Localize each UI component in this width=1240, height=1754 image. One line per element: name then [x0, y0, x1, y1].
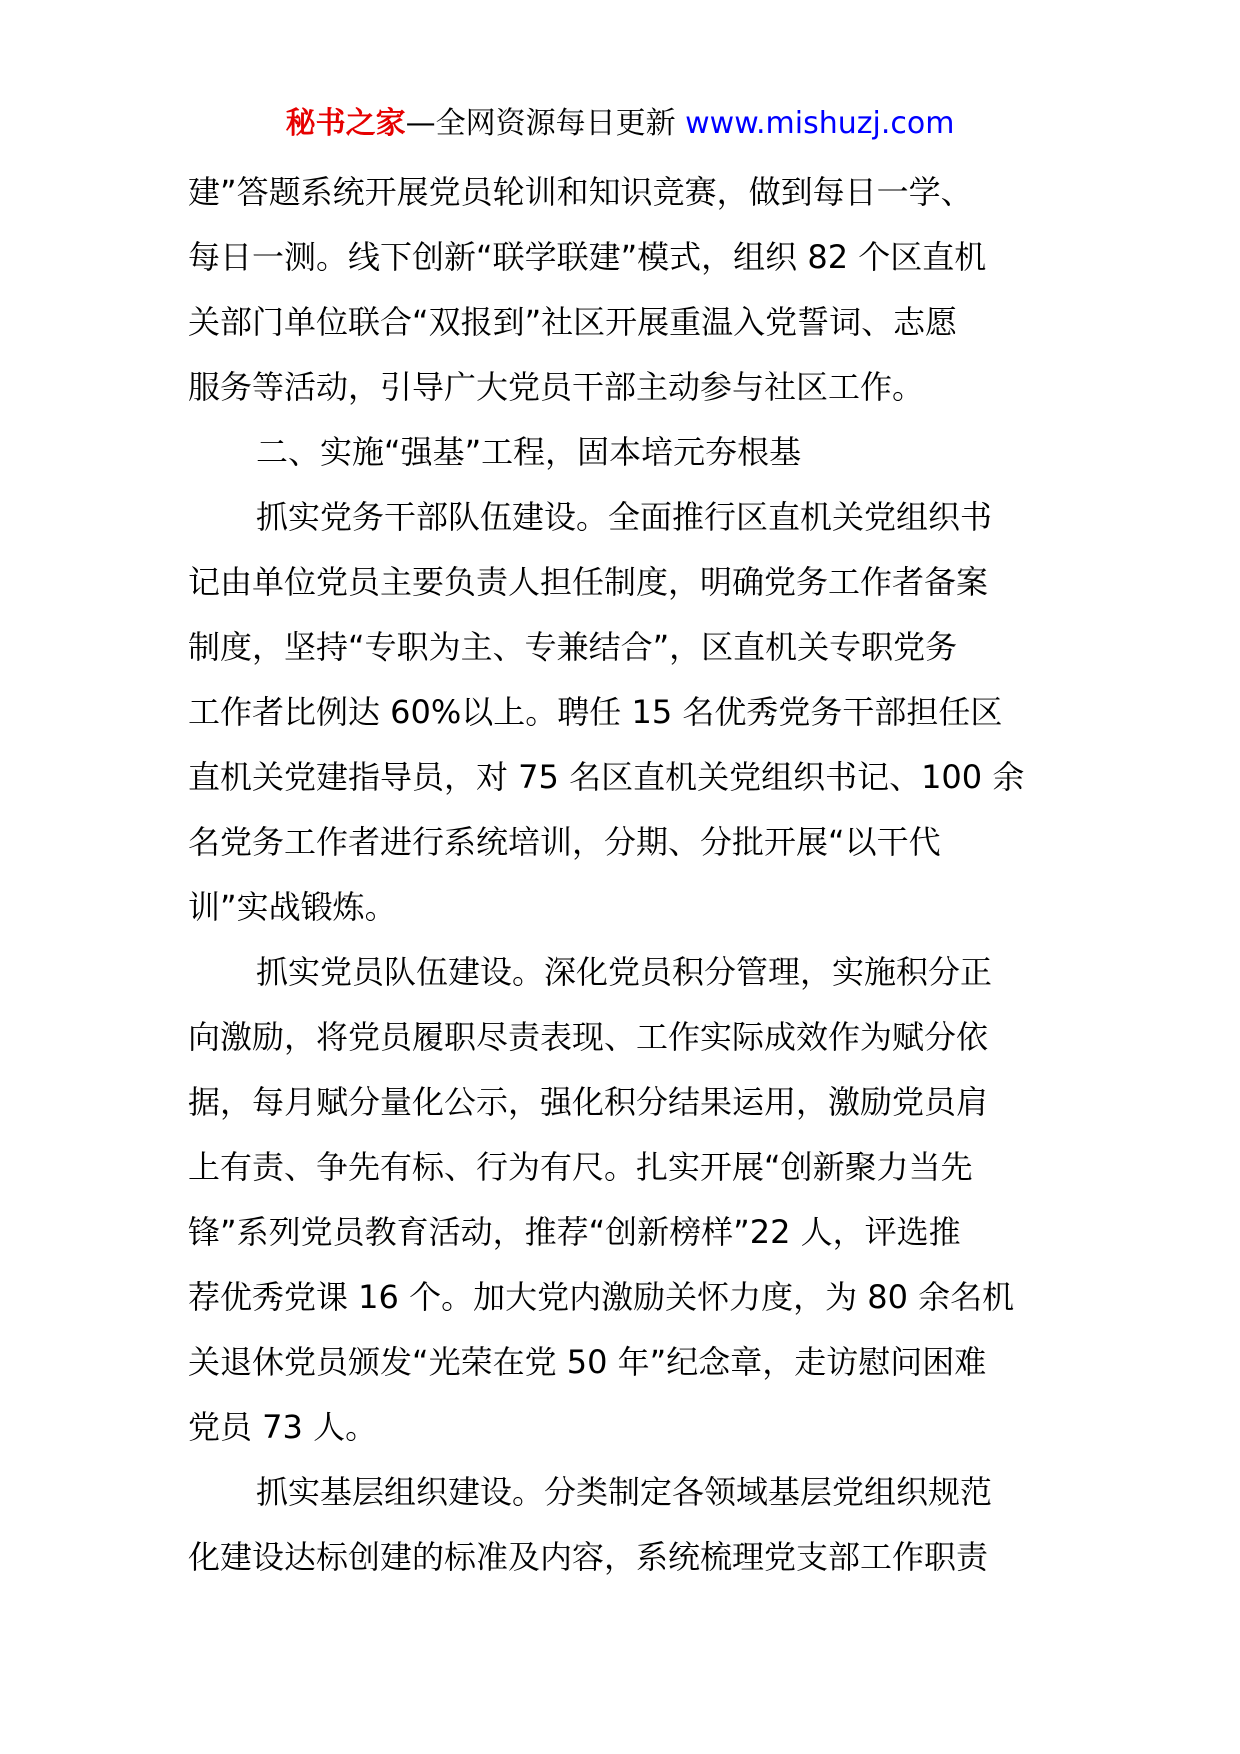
paragraph	[188, 160, 1064, 420]
text-line: 名党务工作者进行系统培训，分期、分批开展“以干代	[188, 823, 941, 861]
text-line: 每日一测。线下创新“联学联建”模式，组织 82 个区直机	[188, 238, 987, 276]
text-line: 抓实党员队伍建设。深化党员积分管理，实施积分正	[256, 953, 993, 991]
text-line: 化建设达标创建的标准及内容，系统梳理党支部工作职责	[188, 1538, 989, 1576]
text-line: 关退休党员颁发“光荣在党 50 年”纪念章，走访慰问困难	[188, 1343, 987, 1381]
heading-text: 二、实施“强基”工程，固本培元夯根基	[256, 433, 802, 471]
text-line: 抓实党务干部队伍建设。全面推行区直机关党组织书	[256, 498, 993, 536]
paragraph	[188, 485, 1064, 940]
text-line: 建”答题系统开展党员轮训和知识竞赛，做到每日一学、	[188, 173, 973, 211]
text-line: 工作者比例达 60%以上。聘任 15 名优秀党务干部担任区	[188, 693, 1003, 731]
paragraph	[188, 1460, 1064, 1590]
text-line: 据，每月赋分量化公示，强化积分结果运用，激励党员肩	[188, 1083, 989, 1121]
site-url-link[interactable]: www.mishuzj.com	[685, 106, 955, 141]
text-line: 上有责、争先有标、行为有尺。扎实开展“创新聚力当先	[188, 1148, 973, 1186]
text-line: 党员 73 人。	[188, 1408, 378, 1446]
text-line: 抓实基层组织建设。分类制定各领域基层党组织规范	[256, 1473, 993, 1511]
paragraph	[188, 940, 1064, 1460]
text-line: 训”实战锻炼。	[188, 888, 397, 926]
site-header	[0, 102, 1240, 146]
text-line: 直机关党建指导员，对 75 名区直机关党组织书记、100 余	[188, 758, 1025, 796]
text-line: 服务等活动，引导广大党员干部主动参与社区工作。	[188, 368, 925, 406]
text-line: 关部门单位联合“双报到”社区开展重温入党誓词、志愿	[188, 303, 958, 341]
site-brand: 秘书之家	[285, 106, 406, 141]
section-heading	[188, 420, 1064, 485]
text-line: 记由单位党员主要负责人担任制度，明确党务工作者备案	[188, 563, 989, 601]
site-tagline: —全网资源每日更新	[405, 106, 686, 141]
document-body	[188, 160, 1064, 1590]
text-line: 锋”系列党员教育活动，推荐“创新榜样”22 人，评选推	[188, 1213, 961, 1251]
text-line: 荐优秀党课 16 个。加大党内激励关怀力度，为 80 余名机	[188, 1278, 1015, 1316]
text-line: 向激励，将党员履职尽责表现、工作实际成效作为赋分依	[188, 1018, 989, 1056]
text-line: 制度，坚持“专职为主、专兼结合”，区直机关专职党务	[188, 628, 958, 666]
